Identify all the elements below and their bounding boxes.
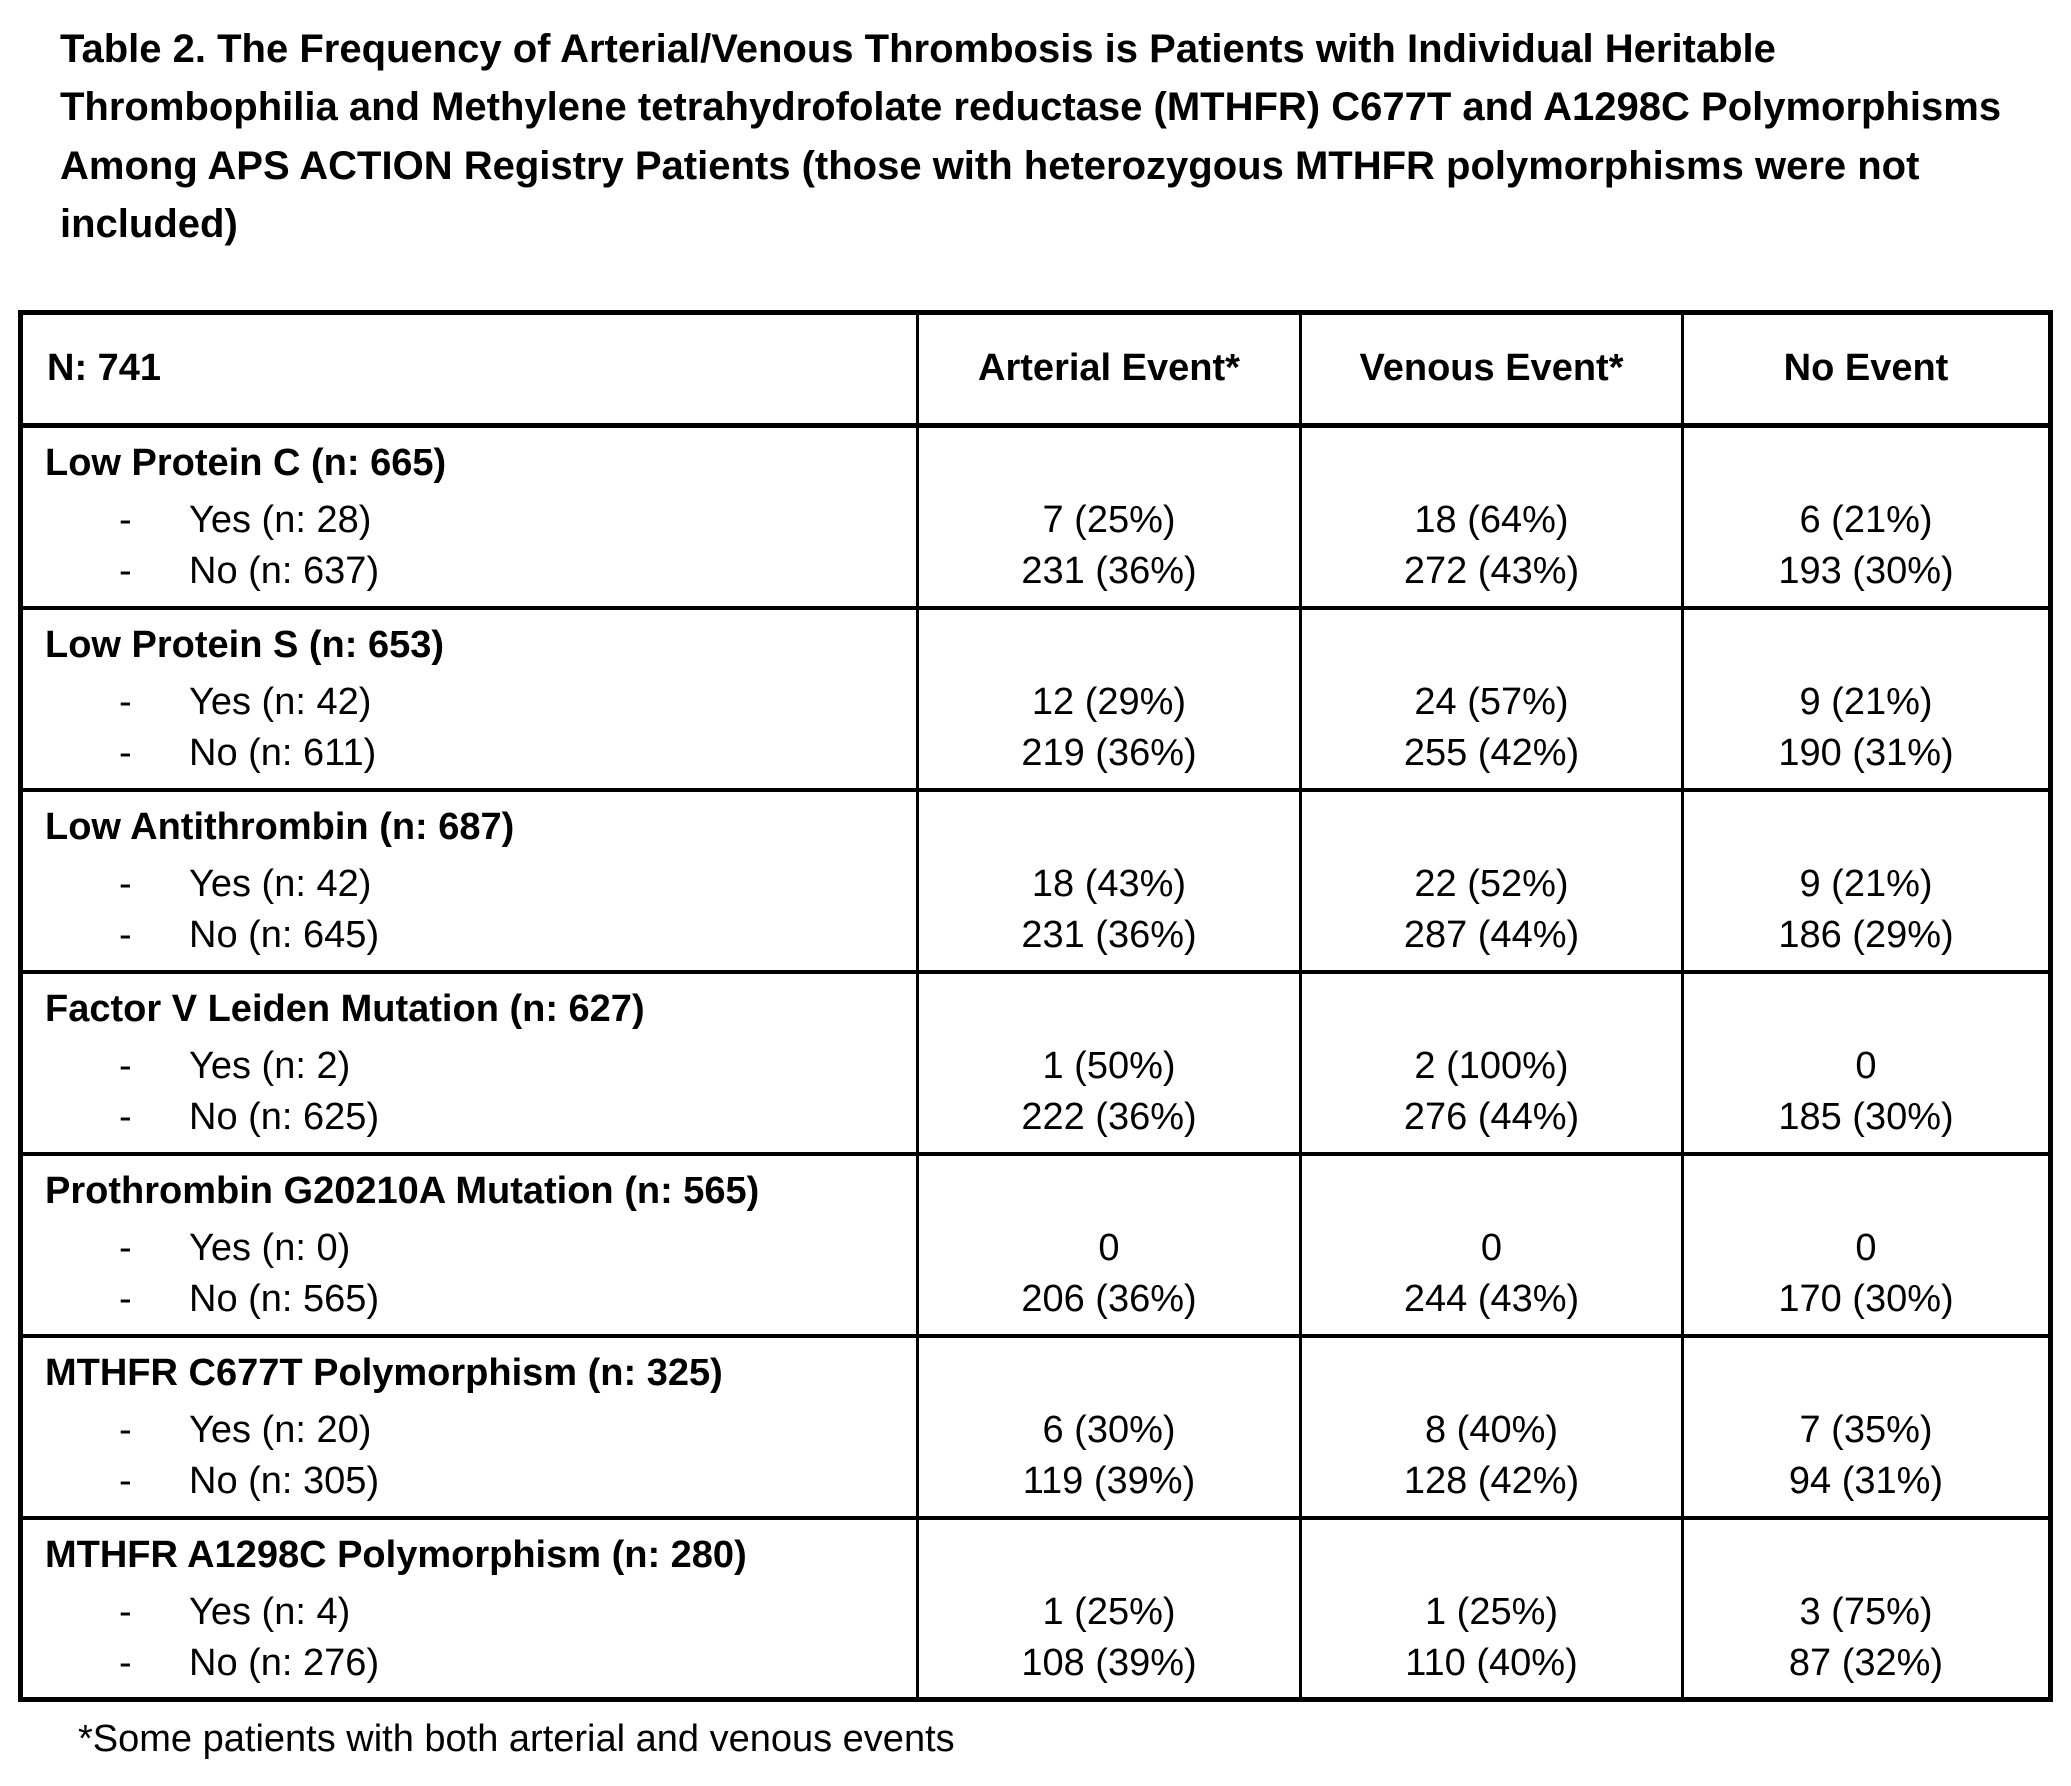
- cell-venous: 22 (52%): [1301, 856, 1683, 914]
- row-label: Yes (n: 42): [189, 863, 372, 906]
- table-row: [21, 732, 2051, 790]
- table-row: [21, 1096, 2051, 1154]
- dash-bullet: -: [119, 1227, 132, 1270]
- row-label: Yes (n: 28): [189, 499, 372, 542]
- row-label: No (n: 625): [189, 1096, 380, 1139]
- cell-venous: 8 (40%): [1301, 1402, 1683, 1460]
- row-label: No (n: 611): [189, 732, 377, 775]
- cell-label: [21, 674, 918, 732]
- cell-label: [21, 1278, 918, 1336]
- section-title: Low Protein C (n: 665): [45, 442, 447, 485]
- cell-arterial: 108 (39%): [918, 1642, 1301, 1700]
- section-low-antithrombin: [21, 790, 2051, 972]
- section-header-row: [21, 972, 2051, 1038]
- cell-arterial: 18 (43%): [918, 856, 1301, 914]
- table-row: [21, 1220, 2051, 1278]
- table-row: [21, 1642, 2051, 1700]
- cell-no-event: 170 (30%): [1683, 1278, 2051, 1336]
- cell-no-event: 9 (21%): [1683, 674, 2051, 732]
- dash-bullet: -: [119, 863, 132, 906]
- row-label: No (n: 645): [189, 914, 380, 957]
- header-row: [21, 312, 2051, 425]
- section-header-row: [21, 1518, 2051, 1584]
- cell-label: [21, 1460, 918, 1518]
- dash-bullet: -: [119, 1641, 132, 1684]
- cell-label: [21, 732, 918, 790]
- cell-no-event: 94 (31%): [1683, 1460, 2051, 1518]
- cell-label: [21, 492, 918, 550]
- cell-arterial: 222 (36%): [918, 1096, 1301, 1154]
- cell-venous: 272 (43%): [1301, 550, 1683, 608]
- header-venous-event: Venous Event*: [1301, 312, 1683, 425]
- table-row: [21, 1402, 2051, 1460]
- section-prothrombin-g20210a: [21, 1154, 2051, 1336]
- cell-no-event: 6 (21%): [1683, 492, 2051, 550]
- cell-label: [21, 550, 918, 608]
- cell-arterial: 219 (36%): [918, 732, 1301, 790]
- section-header-row: [21, 1336, 2051, 1402]
- row-label: No (n: 565): [189, 1278, 380, 1321]
- dash-bullet: -: [119, 1409, 132, 1452]
- cell-arterial: 231 (36%): [918, 914, 1301, 972]
- table-row: [21, 1038, 2051, 1096]
- cell-no-event: 3 (75%): [1683, 1584, 2051, 1642]
- footnote: *Some patients with both arterial and venous events: [78, 1718, 955, 1761]
- cell-venous: 128 (42%): [1301, 1460, 1683, 1518]
- cell-no-event: 0: [1683, 1220, 2051, 1278]
- cell-arterial: 1 (50%): [918, 1038, 1301, 1096]
- section-title: MTHFR A1298C Polymorphism (n: 280): [45, 1534, 747, 1577]
- cell-venous: 18 (64%): [1301, 492, 1683, 550]
- cell-arterial: 1 (25%): [918, 1584, 1301, 1642]
- cell-label: [21, 1584, 918, 1642]
- data-table: [18, 310, 2053, 1703]
- section-low-protein-s: [21, 608, 2051, 790]
- table-row: [21, 914, 2051, 972]
- cell-venous: 110 (40%): [1301, 1642, 1683, 1700]
- table-header: [21, 312, 2051, 425]
- section-title: Low Protein S (n: 653): [45, 624, 445, 667]
- cell-venous: 2 (100%): [1301, 1038, 1683, 1096]
- cell-arterial: 7 (25%): [918, 492, 1301, 550]
- dash-bullet: -: [119, 1591, 132, 1634]
- section-low-protein-c: [21, 425, 2051, 608]
- cell-arterial: 231 (36%): [918, 550, 1301, 608]
- section-header-row: [21, 1154, 2051, 1220]
- row-label: Yes (n: 4): [189, 1591, 351, 1634]
- dash-bullet: -: [119, 1460, 132, 1503]
- dash-bullet: -: [119, 732, 132, 775]
- dash-bullet: -: [119, 1096, 132, 1139]
- section-mthfr-a1298c: [21, 1518, 2051, 1700]
- section-factor-v-leiden: [21, 972, 2051, 1154]
- header-no-event: No Event: [1683, 312, 2051, 425]
- dash-bullet: -: [119, 1045, 132, 1088]
- section-title: Factor V Leiden Mutation (n: 627): [45, 988, 645, 1031]
- table-row: [21, 674, 2051, 732]
- cell-venous: 24 (57%): [1301, 674, 1683, 732]
- cell-arterial: 0: [918, 1220, 1301, 1278]
- table-caption: Table 2. The Frequency of Arterial/Venous Thrombosis is Patients with Individual Heritable Thrombophilia and Methylene tetrahydrofolate reductase (MTHFR) C677T and A1298C Polymorphisms Among APS ACTION Registry Patients (those with heterozygous MTHFR polymorphisms were not included): [60, 27, 2002, 247]
- section-header-row: [21, 790, 2051, 856]
- table-row: [21, 492, 2051, 550]
- cell-venous: 244 (43%): [1301, 1278, 1683, 1336]
- cell-arterial: 6 (30%): [918, 1402, 1301, 1460]
- row-label: Yes (n: 20): [189, 1409, 372, 1452]
- dash-bullet: -: [119, 914, 132, 957]
- row-label: No (n: 276): [189, 1641, 380, 1684]
- header-n-total: N: 741: [21, 312, 918, 425]
- cell-label: [21, 1402, 918, 1460]
- section-header-row: [21, 608, 2051, 674]
- row-label: Yes (n: 2): [189, 1045, 351, 1088]
- section-header-row: [21, 425, 2051, 492]
- cell-no-event: 193 (30%): [1683, 550, 2051, 608]
- dash-bullet: -: [119, 1278, 132, 1321]
- dash-bullet: -: [119, 550, 132, 593]
- cell-venous: 1 (25%): [1301, 1584, 1683, 1642]
- cell-label: [21, 914, 918, 972]
- row-label: No (n: 305): [189, 1460, 380, 1503]
- cell-arterial: 119 (39%): [918, 1460, 1301, 1518]
- cell-no-event: 7 (35%): [1683, 1402, 2051, 1460]
- cell-label: [21, 856, 918, 914]
- table-row: [21, 856, 2051, 914]
- cell-no-event: 87 (32%): [1683, 1642, 2051, 1700]
- table-row: [21, 1584, 2051, 1642]
- cell-no-event: 185 (30%): [1683, 1096, 2051, 1154]
- cell-no-event: 9 (21%): [1683, 856, 2051, 914]
- row-label: Yes (n: 42): [189, 681, 372, 724]
- cell-venous: 0: [1301, 1220, 1683, 1278]
- cell-arterial: 206 (36%): [918, 1278, 1301, 1336]
- cell-venous: 287 (44%): [1301, 914, 1683, 972]
- cell-venous: 255 (42%): [1301, 732, 1683, 790]
- section-mthfr-c677t: [21, 1336, 2051, 1518]
- cell-no-event: 190 (31%): [1683, 732, 2051, 790]
- section-title: Low Antithrombin (n: 687): [45, 806, 515, 849]
- section-title: Prothrombin G20210A Mutation (n: 565): [45, 1170, 760, 1213]
- cell-label: [21, 1038, 918, 1096]
- section-title: MTHFR C677T Polymorphism (n: 325): [45, 1352, 723, 1395]
- cell-venous: 276 (44%): [1301, 1096, 1683, 1154]
- header-arterial-event: Arterial Event*: [918, 312, 1301, 425]
- table-row: [21, 1460, 2051, 1518]
- dash-bullet: -: [119, 681, 132, 724]
- row-label: No (n: 637): [189, 550, 380, 593]
- table-row: [21, 550, 2051, 608]
- table-row: [21, 1278, 2051, 1336]
- cell-label: [21, 1642, 918, 1700]
- cell-label: [21, 1220, 918, 1278]
- cell-label: [21, 1096, 918, 1154]
- cell-no-event: 186 (29%): [1683, 914, 2051, 972]
- row-label: Yes (n: 0): [189, 1227, 351, 1270]
- cell-no-event: 0: [1683, 1038, 2051, 1096]
- dash-bullet: -: [119, 499, 132, 542]
- cell-arterial: 12 (29%): [918, 674, 1301, 732]
